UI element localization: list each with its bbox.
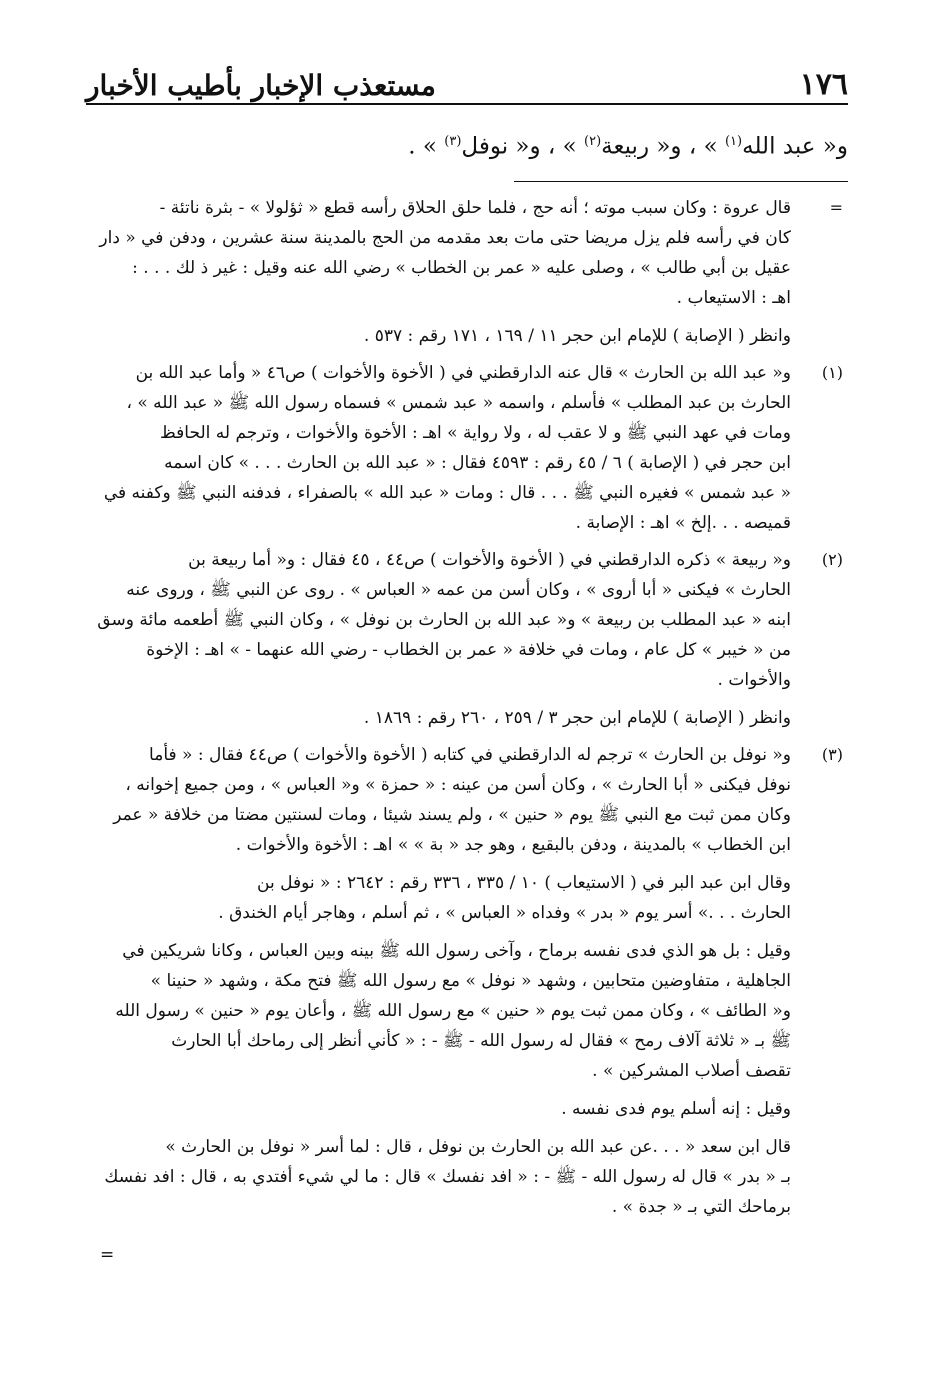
note-line: الحارث بن عبد المطلب » فأسلم ، واسمه « عبد شمس » فسماه رسول الله ﷺ « عبد الله » ، [126,393,791,413]
main-text-part: » ، و« ربيعة [601,133,725,160]
page-number: ١٧٦ [799,67,848,102]
running-title: مستعذب الإخبار بأطيب الأخبار [86,69,436,102]
note-line: و« عبد الله بن الحارث » قال عنه الدارقطني في ( الأخوة والأخوات ) ص٤٦ « وأما عبد الله بن [135,363,791,383]
note-line: ﷺ بـ « ثلاثة آلاف رمح » فقال له رسول الله - ﷺ - : « كأني أنظر إلى رماحك أبا الحارث [171,1031,791,1051]
note-line: ومات في عهد النبي ﷺ و لا عقب له ، ولا رواية » اهـ : الأخوة والأخوات ، وترجم له الحافظ [160,423,791,443]
main-text-part: و« عبد الله [742,133,848,160]
note-line: قميصه . . .إلخ » اهـ : الإصابة . [575,513,791,533]
continuation-note [100,193,843,351]
note-line: من « خيبر » كل عام ، ومات في خلافة « عمر بن الخطاب - رضي الله عنهما - » اهـ : الإخوة [146,640,791,660]
footnotes [97,193,843,1229]
note-line: بـ « بدر » قال له رسول الله - ﷺ - : « افد نفسك » قال : ما لي شيء أفتدي به ، قال : افد نفسك [104,1167,791,1187]
footnote-1 [100,358,843,538]
note-line: وقيل : بل هو الذي فدى نفسه برماح ، وآخى رسول الله ﷺ بينه وبين العباس ، وكانا شريكين في [122,941,791,961]
footnote-marker: (٣) [821,745,843,764]
footnote-2 [97,545,843,733]
note-line: ابن الخطاب » بالمدينة ، ودفن بالبقيع ، وهو جد « بة » » اهـ : الأخوة والأخوات . [235,835,791,855]
note-line: و« الطائف » ، وكان ممن ثبت يوم « حنين » مع رسول الله ﷺ ، وأعان يوم « حنين » رسول الله [115,1001,791,1021]
continuation-marker: = [829,198,843,217]
note-line: والأخوات . [717,670,791,690]
note-line: كان في رأسه فلم يزل مريضا حتى مات بعد مقدمه من الحج بالمدينة سنة عشرين ، ودفن في « دار [99,228,791,248]
footnote-marker: (٢) [821,550,843,569]
note-line: الجاهلية ، متفاوضين متحابين ، وشهد « نوفل » مع رسول الله ﷺ فتح مكة ، وشهد « حنينا » [150,971,791,991]
main-text [86,116,848,173]
note-line: قال ابن سعد « . . .عن عبد الله بن الحارث بن نوفل ، قال : لما أسر « نوفل بن الحارث » [165,1137,791,1157]
note-line: وانظر ( الإصابة ) للإمام ابن حجر ١١ / ١٦٩ ، ١٧١ رقم : ٥٣٧ . [363,326,791,346]
note-line: الحارث » فيكنى « أبا أروى » ، وكان أسن من عمه « العباس » . روى عن النبي ﷺ ، وروى عنه [126,580,791,600]
footnote-ref: (١) [724,134,743,149]
note-line: وانظر ( الإصابة ) للإمام ابن حجر ٣ / ٢٥٩ ، ٢٦٠ رقم : ١٨٦٩ . [363,708,791,728]
note-line: « عبد شمس » فغيره النبي ﷺ . . . قال : ومات « عبد الله » بالصفراء ، فدفنه النبي ﷺ وكفنه في [103,483,791,503]
note-line: و« ربيعة » ذكره الدارقطني في ( الأخوة والأخوات ) ص٤٤ ، ٤٥ فقال : و« أما ربيعة بن [188,550,791,570]
note-line: نوفل فيكنى « أبا الحارث » ، وكان أسن من عينه : « حمزة » و« العباس » ، ومن جميع إخوانه ، [125,775,791,795]
footnote-3 [100,740,843,1222]
note-line: الحارث . . .» أسر يوم « بدر » وفداه « العباس » ، ثم أسلم ، وهاجر أيام الخندق . [218,903,791,923]
note-line: ابنه « عبد المطلب بن ربيعة » و« عبد الله بن الحارث بن نوفل » ، وكان النبي ﷺ أطعمه مائة وسق [97,610,791,630]
footnote-ref: (٣) [444,134,462,149]
header-rule [86,103,848,105]
page-header [86,58,848,100]
note-line: برماحك التي بـ « جدة » . [611,1197,791,1217]
page-end-marker: = [100,1245,115,1265]
note-line: وقيل : إنه أسلم يوم فدى نفسه . [561,1099,791,1119]
footnote-ref: (٢) [584,134,602,149]
note-line: قال عروة : وكان سبب موته ؛ أنه حج ، فلما حلق الحلاق رأسه قطع « ثؤلولا » - بثرة ناتئة - [159,198,791,218]
note-line: اهـ : الاستيعاب . [676,288,791,308]
note-line: وقال ابن عبد البر في ( الاستيعاب ) ١٠ / ٣٣٥ ، ٣٣٦ رقم : ٢٦٤٢ : « نوفل بن [257,873,791,893]
note-line: عقيل بن أبي طالب » ، وصلى عليه « عمر بن الخطاب » رضي الله عنه وقيل : غير ذ لك . . . : [132,258,791,278]
footnote-marker: (١) [821,363,843,382]
main-text-part: » . [408,133,445,160]
note-paragraph [100,193,791,313]
footnote-separator [514,181,848,182]
note-line: و« نوفل بن الحارث » ترجم له الدارقطني في كتابه ( الأخوة والأخوات ) ص٤٤ فقال : « فأما [149,745,791,765]
note-line: تقصف أصلاب المشركين » . [592,1061,791,1081]
main-text-part: » ، و« نوفل [461,133,585,160]
note-line: وكان ممن ثبت مع النبي ﷺ يوم « حنين » ، ولم يسند شيئا ، ومات لسنتين مضتا من خلافة « عمر [113,805,791,825]
note-line: ابن حجر في ( الإصابة ) ٦ / ٤٥ رقم : ٤٥٩٣ فقال : « عبد الله بن الحارث . . . » كان اسمه [164,453,791,473]
